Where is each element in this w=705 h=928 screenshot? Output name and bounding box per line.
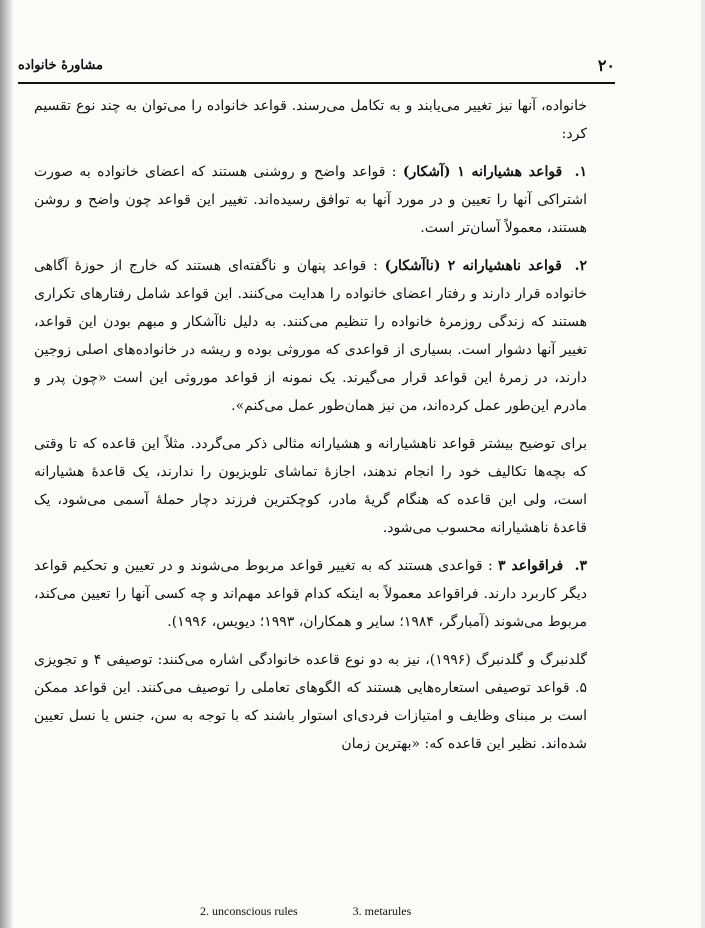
item-number: ۳.	[574, 558, 587, 574]
item-number: ۱.	[574, 164, 587, 180]
item-title: قواعد هشیارانه ۱ (آشکار)	[402, 164, 563, 180]
item-title: فراقواعد ۳	[498, 558, 564, 574]
intro-paragraph: خانواده، آنها نیز تغییر می‌یابند و به تکامل می‌رسند. قواعد خانواده را می‌توان به چند نوع تقسیم کرد:	[34, 98, 587, 142]
running-head: مشاورهٔ خانواده	[18, 58, 103, 73]
body-text	[34, 92, 587, 862]
header-rule	[18, 82, 615, 84]
item-number: ۲.	[574, 258, 587, 274]
item-text: : قواعد واضح و روشنی هستند که اعضای خانواده به صورت اشتراکی آنها را تعیین و در مورد آنها به توافق رسیده‌اند. تغییر این قواعد چون واضح و روشن هستند، معمولاً آسان‌تر است.	[34, 164, 587, 236]
item-text: : قواعدی هستند که به تغییر قواعد مربوط می‌شوند و در تعیین و تحکیم قواعد دیگر کاربرد دارند. فراقواعد معمولاً به اینکه کدام قواعد مهم‌اند و چه کسی آنها را تعیین می‌کند، مربوط می‌شوند (آمبارگر، ۱۹۸۴؛ سایر و همکاران، ۱۹۹۳؛ دیویس، ۱۹۹۶).	[34, 558, 587, 630]
example-paragraph: برای توضیح بیشتر قواعد ناهشیارانه و هشیارانه مثالی ذکر می‌گردد. مثلاً این قاعده که تا وقتی که بچه‌ها تکالیف خود را انجام ندهند، اجازهٔ تماشای تلویزیون را ندارند، یک قاعدهٔ هشیارانه است، ولی این قاعده که هنگام گریهٔ مادر، کوچکترین فرزند دچار حملهٔ آسمی می‌شود، یک قاعدهٔ ناهشیارانه محسوب می‌شود.	[34, 436, 587, 536]
item-title: قواعد ناهشیارانه ۲ (ناآشکار)	[384, 258, 562, 274]
scan-edge-shadow	[0, 0, 14, 928]
item-text: : قواعد پنهان و ناگفته‌ای هستند که خارج از حوزهٔ آگاهی خانواده قرار دارند و رفتار اعضای خانواده را هدایت می‌کنند. این قواعد شامل رفتارهای تکراری هستند که زندگی روزمرهٔ خانواده را تنظیم می‌کنند. به دلیل ناآشکار و مبهم بودن این قواعد، تغییر آنها دشوار است. بسیاری از قواعدی که موروثی بوده و ریشه در خانواده‌های اصلی زوجین دارند، در زمرهٔ این قواعد قرار می‌گیرند. یک نمونه از قواعد موروثی این است «چون پدر و مادرم این‌طور عمل کرده‌اند، من نیز همان‌طور عمل می‌کنم».	[34, 258, 587, 414]
footnotes	[200, 904, 463, 924]
footnote-3: 3. metarules	[352, 904, 412, 918]
page-number: ۲۰	[597, 56, 615, 75]
list-item	[34, 552, 587, 636]
page-header	[18, 56, 615, 86]
closing-paragraph: گلدنبرگ و گلدنبرگ (۱۹۹۶)، نیز به دو نوع قاعده خانوادگی اشاره می‌کنند: توصیفی ۴ و تجویزی ۵. قواعد توصیفی استعاره‌هایی هستند که الگوهای تعاملی را توصیف می‌کنند. این قواعد ممکن است بر مبنای وظایف و امتیازات فردی‌ای استوار باشند که با توجه به سن، جنس یا نسل تعیین شده‌اند. نظیر این قاعده که: «بهترین زمان	[34, 652, 587, 752]
list-item	[34, 252, 587, 420]
list-item	[34, 158, 587, 242]
footnote-2: 2. unconscious rules	[200, 904, 298, 918]
page-edge	[701, 0, 705, 928]
